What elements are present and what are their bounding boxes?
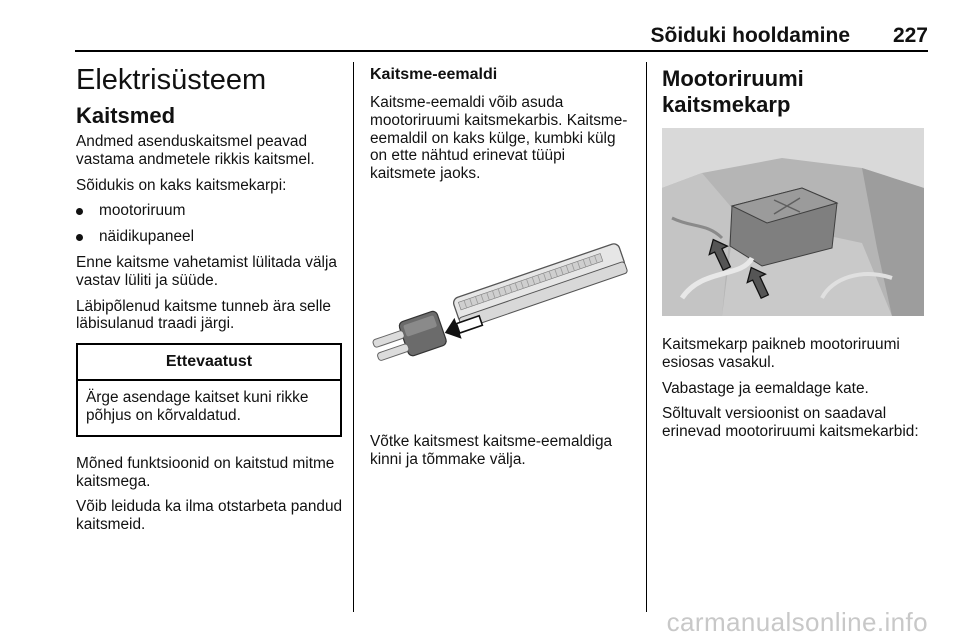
subsection-title: Kaitsmed (76, 103, 176, 128)
column-1 (76, 64, 346, 534)
list-item: näidikupaneel (76, 228, 346, 246)
list-item: mootoriruum (76, 202, 346, 220)
subheading: Kaitsme-eemaldi (370, 66, 498, 83)
watermark: carmanualsonline.info (666, 607, 928, 637)
caution-box (76, 343, 342, 437)
paragraph: Vabastage ja eemaldage kate. (662, 379, 869, 397)
page-number: 227 (892, 24, 928, 47)
paragraph: Sõidukis on kaks kaitsmekarpi: (76, 176, 287, 194)
engine-compartment-photo (662, 128, 924, 316)
section-title: Elektrisüsteem (76, 64, 267, 96)
paragraph: Läbipõlenud kaitsme tunneb ära selle läbisulanud traadi järgi. (76, 297, 331, 333)
bullet-icon (76, 208, 83, 215)
fuse-box-list (76, 202, 346, 246)
column-divider-2 (646, 62, 647, 612)
figure-caption: Võtke kaitsmest kaitsme-eemaldiga kinni ja tõmmake välja. (370, 432, 613, 468)
fuse-extractor-illustration (370, 187, 632, 427)
column-2 (370, 66, 632, 469)
paragraph: Andmed asenduskaitsmel peavad vastama andmetele rikkis kaitsmel. (76, 133, 315, 168)
paragraph: Kaitsmekarp paikneb mootoriruumi esiosas vasakul. (662, 336, 900, 371)
paragraph: Enne kaitsme vahetamist lülitada välja vastav lüliti ja süüde. (76, 253, 337, 289)
section-heading: Mootoriruumi kaitsmekarp (662, 66, 804, 117)
bullet-icon (76, 234, 83, 241)
paragraph: Võib leiduda ka ilma otstarbeta pandud kaitsmeid. (76, 498, 343, 534)
header-divider (75, 50, 928, 52)
paragraph: Sõltuvalt versioonist on saadaval erinevad mootoriruumi kaitsmekarbid: (662, 405, 919, 441)
caution-text: Ärge asendage kaitset kuni rikke põhjus on kõrvaldatud. (86, 389, 309, 424)
caution-heading: Ettevaatust (78, 345, 340, 381)
running-header-title: Sõiduki hooldamine (650, 24, 850, 47)
column-3 (662, 66, 932, 441)
paragraph: Mõned funktsioonid on kaitstud mitme kaitsmega. (76, 454, 335, 490)
column-divider-1 (353, 62, 354, 612)
paragraph: Kaitsme-eemaldi võib asuda mootoriruumi kaitsmekarbis. Kaitsme-eemaldil on kaks külge, kumbki külg on ette nähtud erinevat tüüpi kaitsmete jaoks. (370, 94, 628, 183)
